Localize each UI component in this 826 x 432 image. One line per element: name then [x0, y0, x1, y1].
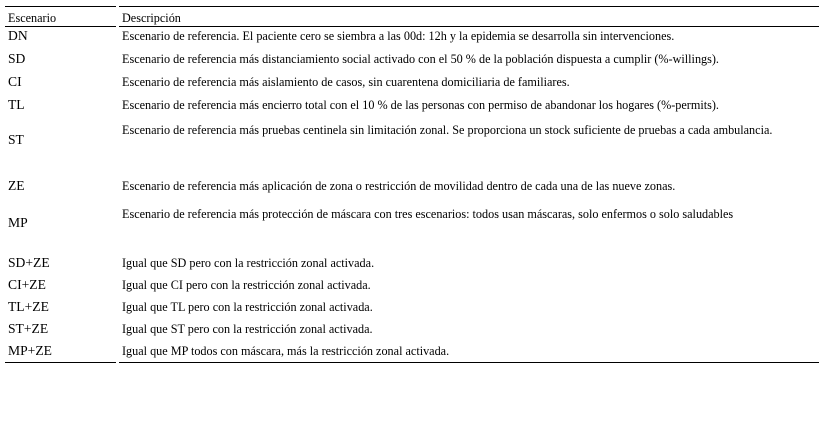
table-row — [5, 27, 819, 51]
table-row — [5, 342, 819, 363]
scenario-description: Escenario de referencia más protección de máscara con tres escenarios: todos usan máscaras, solo enfermos o solo saludables — [122, 207, 734, 221]
table-row — [5, 119, 819, 172]
scenario-description: Igual que CI pero con la restricción zonal activada. — [122, 278, 371, 292]
table-row — [5, 172, 819, 200]
scenario-description: Igual que SD pero con la restricción zonal activada. — [122, 256, 375, 270]
table-row — [5, 96, 819, 119]
scenario-description: Escenario de referencia más pruebas centinela sin limitación zonal. Se proporciona un stock suficiente de pruebas a cada ambulancia. — [122, 123, 773, 137]
scenario-code: CI — [8, 74, 22, 89]
scenario-code: ST+ZE — [8, 321, 49, 336]
table-row — [5, 320, 819, 342]
scenario-code: ST — [8, 132, 24, 147]
scenario-description: Igual que TL pero con la restricción zonal activada. — [122, 300, 373, 314]
scenario-code: CI+ZE — [8, 277, 46, 292]
scenario-code: ZE — [8, 178, 25, 193]
table-row — [5, 298, 819, 320]
scenario-code: MP — [8, 215, 28, 230]
scenario-code: SD+ZE — [8, 255, 50, 270]
scenario-code: MP+ZE — [5, 342, 116, 363]
scenario-description: Escenario de referencia más distanciamiento social activado con el 50 % de la población dispuesta a cumplir (%-willings). — [122, 52, 719, 66]
table-row — [5, 73, 819, 96]
scenario-code: TL+ZE — [8, 299, 49, 314]
scenario-table — [5, 6, 819, 363]
header-scenario: Escenario — [5, 7, 116, 27]
header-description: Descripción — [119, 7, 819, 27]
table-row — [5, 276, 819, 298]
table-row — [5, 254, 819, 276]
table-header-row — [5, 7, 819, 27]
scenario-description: Escenario de referencia más aplicación de zona o restricción de movilidad dentro de cada una de las nueve zonas. — [122, 179, 676, 193]
scenario-code: TL — [8, 97, 25, 112]
scenario-code: SD — [8, 51, 26, 66]
scenario-description: Igual que ST pero con la restricción zonal activada. — [122, 322, 373, 336]
scenario-description: Igual que MP todos con máscara, más la restricción zonal activada. — [119, 342, 819, 363]
scenario-code: DN — [8, 28, 28, 43]
table-row — [5, 50, 819, 73]
scenario-description: Escenario de referencia. El paciente cero se siembra a las 00d: 12h y la epidemia se desarrolla sin intervenciones. — [122, 29, 675, 43]
table-row — [5, 200, 819, 254]
scenario-description: Escenario de referencia más encierro total con el 10 % de las personas con permiso de abandonar los hogares (%-permits). — [122, 98, 719, 112]
scenario-description: Escenario de referencia más aislamiento de casos, sin cuarentena domiciliaria de familiares. — [122, 75, 570, 89]
